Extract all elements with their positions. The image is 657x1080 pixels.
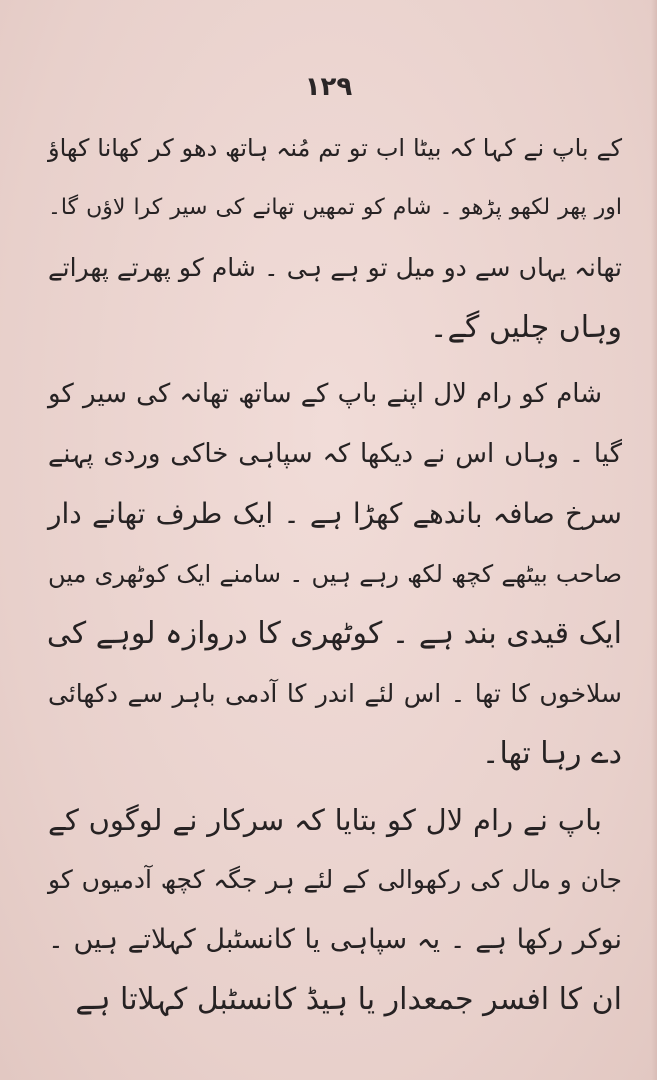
text-line: دے رہا تھا۔	[481, 736, 622, 771]
page-number: ۱۲۹	[304, 72, 353, 102]
text-line: سلاخوں کا تھا ۔ اس لئے اندر کا آدمی باہر سے دکھائی	[48, 679, 622, 708]
text-line: اور پھر لکھو پڑھو ۔ شام کو تمھیں تھانے کی سیر کرا لاؤں گا۔	[48, 195, 622, 220]
page-edge	[651, 0, 657, 1080]
body-text	[48, 118, 622, 1030]
text-line: صاحب بیٹھے کچھ لکھ رہے ہیں ۔ سامنے ایک کوٹھری میں	[48, 560, 622, 588]
text-line: ان کا افسر جمعدار یا ہیڈ کانسٹبل کہلاتا ہے	[75, 982, 622, 1017]
text-line: کے باپ نے کہا کہ بیٹا اب تو تم مُنہ ہاتھ دھو کر کھانا کھاؤ	[48, 134, 622, 162]
text-line: باپ نے رام لال کو بتایا کہ سرکار نے لوگوں کے	[48, 803, 602, 837]
text-line: شام کو رام لال اپنے باپ کے ساتھ تھانہ کی سیر کو	[48, 379, 602, 409]
text-line: تھانہ یہاں سے دو میل تو ہے ہی ۔ شام کو پھرتے پھراتے	[48, 253, 622, 282]
text-line: گیا ۔ وہاں اس نے دیکھا کہ سپاہی خاکی وردی پہنے	[48, 439, 622, 469]
text-line: وہاں چلیں گے۔	[429, 310, 622, 345]
paragraph	[48, 364, 622, 784]
paragraph	[48, 118, 622, 358]
text-line: سرخ صافہ باندھے کھڑا ہے ۔ ایک طرف تھانے دار	[48, 497, 622, 530]
text-line: جان و مال کی رکھوالی کے لئے ہر جگہ کچھ آدمیوں کو	[48, 865, 622, 894]
text-line: نوکر رکھا ہے ۔ یہ سپاہی یا کانسٹبل کہلاتے ہیں ۔	[48, 924, 622, 955]
paragraph	[48, 790, 622, 1030]
text-line: ایک قیدی بند ہے ۔ کوٹھری کا دروازہ لوہے کی	[46, 616, 622, 651]
